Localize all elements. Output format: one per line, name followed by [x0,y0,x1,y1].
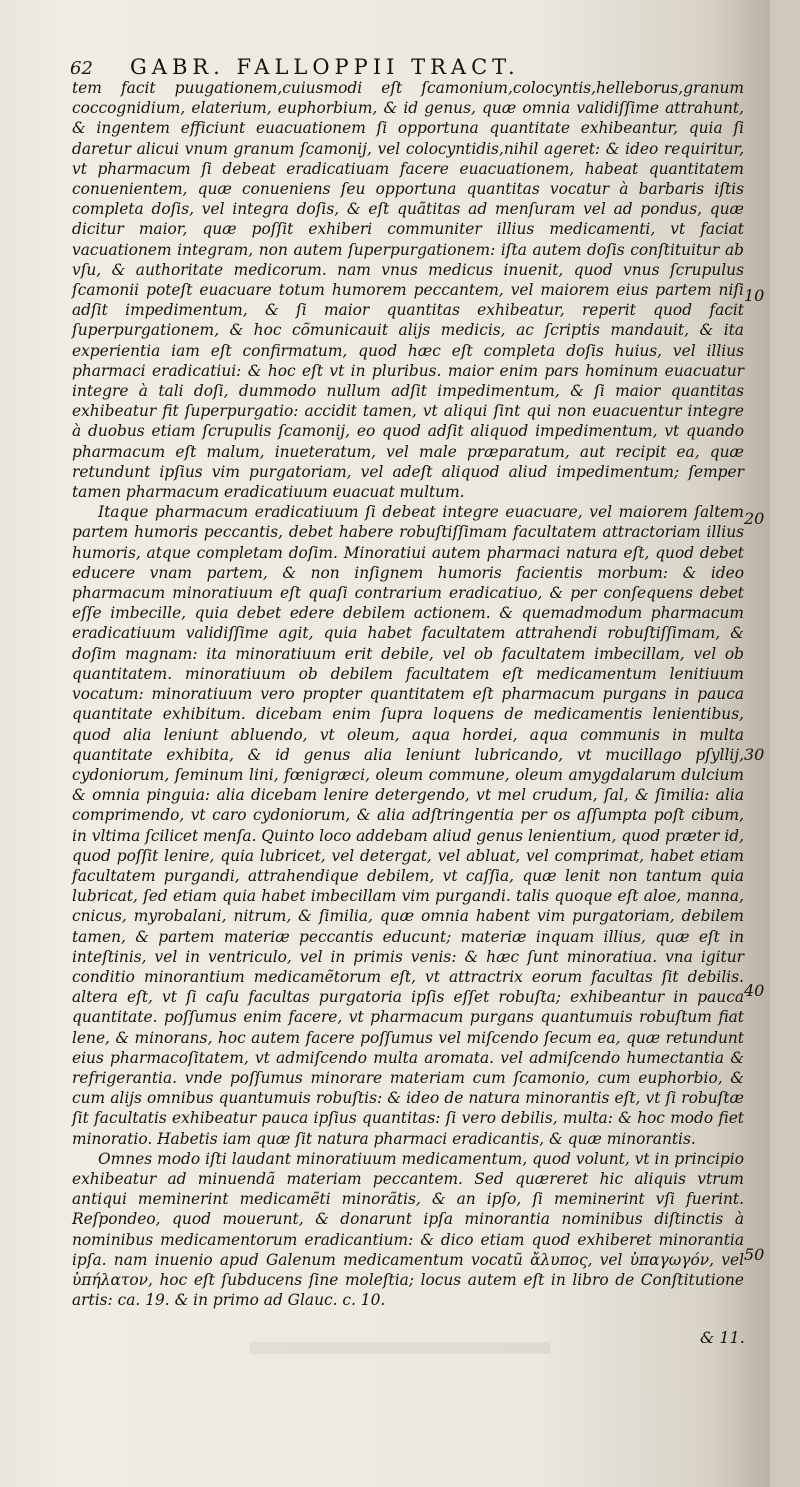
catchword: & 11. [700,1328,745,1347]
line-number-10: 10 [744,286,765,305]
running-head: GABR. FALLOPPII TRACT. [130,55,520,79]
paragraph-2: Itaque pharmacum eradicatiuum ſi debeat integre euacuare, vel maiorem ſaltem partem humoris peccantis, debet habere robuſtiſſimam facultatem attractoriam illius humoris, atque completam doſim. Minoratiui autem pharmaci natura eſt, quod debet educere vnam partem, & non inſignem humoris facientis morbum: & ideo pharmacum minoratiuum eſt quaſi contrarium eradicatiuo, & per conſequens debet eſſe imbecille, quia debet edere debilem actionem. & quemadmodum pharmacum eradicatiuum validiſſime agit, quia habet facultatem attrahendi robuſtiſſimam, & doſim magnam: ita minoratiuum erit debile, vel ob facultatem imbecillam, vel ob quantitatem. minoratiuum ob debilem facultatem eſt medicamentum lenitiuum vocatum: minoratiuum vero propter quantitatem eſt pharmacum purgans in pauca quantitate exhibitum. dicebam enim ſupra loquens de medicamentis lenientibus, quod alia leniunt abluendo, vt oleum, aqua hordei, aqua communis in multa quantitate exhibita, & id genus alia leniunt lubricando, vt mucillago pſyllij, cydoniorum, ſeminum lini, fœnigræci, oleum commune, oleum amygdalarum dulcium & omnia pinguia: alia dicebam lenire detergendo, vt mel crudum, ſal, & ſimilia: alia comprimendo, vt caro cydoniorum, & alia adſtringentia per os aſſumpta poſt cibum, in vltima ſcilicet menſa. Quinto loco addebam aliud genus lenientium, quod præter id, quod poſſit lenire, quia lubricet, vel detergat, vel abluat, vel comprimat, habet etiam facultatem purgandi, attrahendique debilem, vt caſſia, quæ lenit non tantum quia lubricat, ſed etiam quia habet imbecillam vim purgandi. talis quoque eſt aloe, manna, cnicus, myrobalani, nitrum, & ſimilia, quæ omnia habent vim purgatoriam, debilem tamen, & partem materiæ peccantis educunt; materiæ inquam illius, quæ eſt in inteſtinis, vel in ventriculo, vel in primis venis: & hæc ſunt minoratiua. vna igitur conditio minorantium medicamẽtorum eſt, vt attractrix eorum facultas ſit debilis. altera eſt, vt ſi caſu facultas purgatoria ipſis eſſet robuſta; exhibeantur in pauca quantitate. poſſumus enim facere, vt pharmacum purgans quantumuis robuſtum fiat lene, & minorans, hoc autem facere poſſumus vel miſcendo ſecum ea, quæ retundunt eius pharmacoſitatem, vt admiſcendo multa aromata. vel admiſcendo humectantia & refrigerantia. vnde poſſumus minorare materiam cum ſcamonio, cum euphorbio, & cum alijs omnibus quantumuis robuſtis: & ideo de natura minorantis eſt, vt ſi robuſtæ ſit facultatis exhibeatur pauca ipſius quantitas: ſi vero debilis, multa: & hoc modo fiet minoratio. Habetis iam quæ ſit natura pharmaci eradicantis, & quæ minorantis. [72,503,744,1148]
paragraph-1: tem facit puugationem,cuiusmodi eſt ſcamonium,colocyntis,helleborus,granum coccognidium, elaterium, euphorbium, & id genus, quæ omnia validiſſime attrahunt, & ingentem efficiunt euacuationem ſi opportuna quantitate exhibeantur, quia ſi daretur alicui vnum granum ſcamonij, vel colocyntidis,nihil ageret: & ideo requiritur, vt pharmacum ſi debeat eradicatiuam facere euacuationem, habeat quantitatem conuenientem, quæ conueniens ſeu opportuna quantitas vocatur à barbaris iſtis completa doſis, vel integra doſis, & eſt quãtitas ad menſuram vel ad pondus, quæ dicitur maior, quæ poſſit exhiberi communiter illius medicamenti, vt faciat vacuationem integram, non autem ſuperpurgationem: iſta autem doſis conſtituitur ab vſu, & authoritate medicorum. nam vnus medicus inuenit, quod vnus ſcrupulus ſcamonii poteſt euacuare totum humorem peccantem, vel maiorem eius partem niſi adſit impedimentum, & ſi maior quantitas exhibeatur, reperit quod facit ſuperpurgationem, & hoc cõmunicauit alijs medicis, ac ſcriptis mandauit, & ita experientia iam eſt confirmatum, quod hæc eſt completa doſis huius, vel illius pharmaci eradicatiui: & hoc eſt vt in pluribus. maior enim pars hominum euacuatur integre à tali doſi, dummodo nullum adſit impedimentum, & ſi maior quantitas exhibeatur fit ſuperpurgatio: accidit tamen, vt aliqui ſint qui non euacuentur integre à duobus etiam ſcrupulis ſcamonij, eo quod adſit aliquod impedimentum, vt quando pharmacum eſt malum, inueteratum, vel male præparatum, aut recipit ea, quæ retundunt ipſius vim purgatoriam, vel adeſt aliquod aliud impedimentum; ſemper tamen pharmacum eradicatiuum euacuat multum. [72,79,744,502]
paragraph-3: Omnes modo iſti laudant minoratiuum medicamentum, quod volunt, vt in principio exhibeatur ad minuendã materiam peccantem. Sed quæreret hic aliquis vtrum antiqui meminerint medicamẽti minorãtis, & an ipſo, ſi meminerint vſi fuerint. Reſpondeo, quod mouerunt, & donarunt ipſa minorantia nominibus diſtinctis à nominibus medicamentorum eradicantium: & dico etiam quod exhiberet minorantia ipſa. nam inuenio apud Galenum medicamentum vocatũ ἄλυπος, vel ὑπαγωγόν, vel ὑπήλατον, hoc eſt ſubducens ſine moleſtia; locus autem eſt in libro de Conſtitutione artis: ca. 19. & in primo ad Glauc. c. 10. [72,1149,744,1310]
line-number-20: 20 [744,509,765,528]
main-text-block [72,78,744,1310]
show-through-text-shadow [250,1342,550,1354]
line-number-50: 50 [744,1245,765,1264]
line-number-40: 40 [744,981,765,1000]
line-number-30: 30 [744,745,765,764]
page-number: 62 [70,58,93,79]
